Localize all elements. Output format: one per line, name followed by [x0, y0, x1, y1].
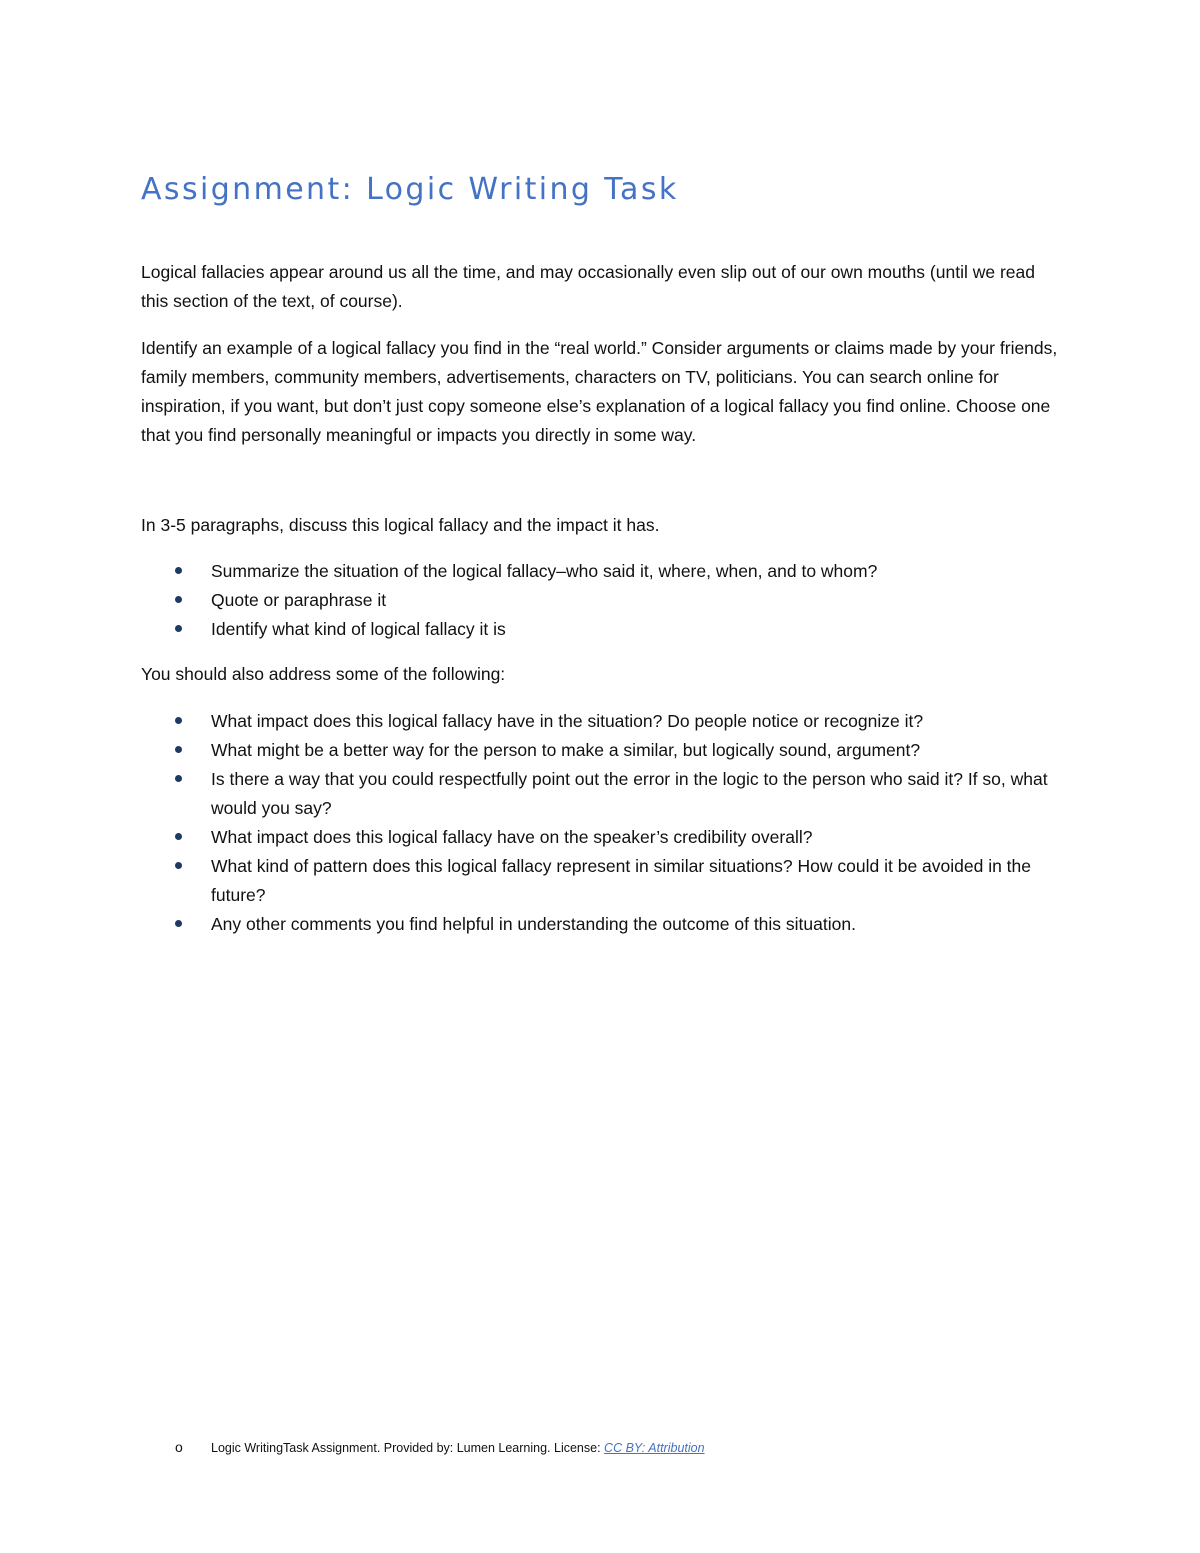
footer-marker: o [175, 1439, 183, 1455]
intro-paragraph: Logical fallacies appear around us all the time, and may occasionally even slip out of our own mouths (until we read this section of the text, of course). [141, 262, 1035, 311]
list-item-text: What impact does this logical fallacy have in the situation? Do people notice or recognize it? [211, 711, 924, 731]
list-item [141, 557, 1061, 586]
license-link[interactable]: CC BY: Attribution [604, 1441, 705, 1455]
list-item-text: What might be a better way for the person to make a similar, but logically sound, argument? [211, 740, 921, 760]
list-item [141, 765, 1061, 823]
list-item [141, 910, 1061, 939]
list-item-text: Is there a way that you could respectfully point out the error in the logic to the person who said it? If so, what would you say? [211, 769, 1048, 818]
page-title: Assignment: Logic Writing Task [141, 172, 679, 207]
bullet-icon [175, 920, 182, 927]
list-item [141, 852, 1061, 910]
list-item-text: Any other comments you find helpful in understanding the outcome of this situation. [211, 914, 856, 934]
bullet-icon [175, 746, 182, 753]
list-item [141, 707, 1061, 736]
list-item [141, 615, 1061, 644]
bullet-icon [175, 833, 182, 840]
list-item-text: Quote or paraphrase it [211, 590, 387, 610]
discussion-list [141, 557, 1061, 644]
list-item-text: What kind of pattern does this logical fallacy represent in similar situations? How could it be avoided in the future? [211, 856, 1032, 905]
bullet-icon [175, 862, 182, 869]
bullet-icon [175, 567, 182, 574]
footer-text-container [211, 1438, 705, 1458]
bullet-icon [175, 775, 182, 782]
address-paragraph: You should also address some of the following: [141, 664, 506, 684]
list-item [141, 736, 1061, 765]
bullet-icon [175, 625, 182, 632]
address-list [141, 707, 1061, 939]
list-item [141, 586, 1061, 615]
discussion-paragraph: In 3-5 paragraphs, discuss this logical fallacy and the impact it has. [141, 515, 660, 535]
list-item-text: What impact does this logical fallacy have on the speaker’s credibility overall? [211, 827, 813, 847]
attribution-text: Logic WritingTask Assignment. Provided by: Lumen Learning. License: [211, 1441, 605, 1455]
list-item-text: Identify what kind of logical fallacy it is [211, 619, 506, 639]
bullet-icon [175, 717, 182, 724]
bullet-icon [175, 596, 182, 603]
instructions-paragraph: Identify an example of a logical fallacy you find in the “real world.” Consider arguments or claims made by your friends, family members, community members, advertisements, characters on TV, politicians. You can search online for inspiration, if you want, but don’t just copy someone else’s explanation of a logical fallacy you find online. Choose one that you find personally meaningful or impacts you directly in some way. [141, 338, 1058, 445]
list-item [141, 823, 1061, 852]
list-item-text: Summarize the situation of the logical fallacy–who said it, where, when, and to whom? [211, 561, 878, 581]
